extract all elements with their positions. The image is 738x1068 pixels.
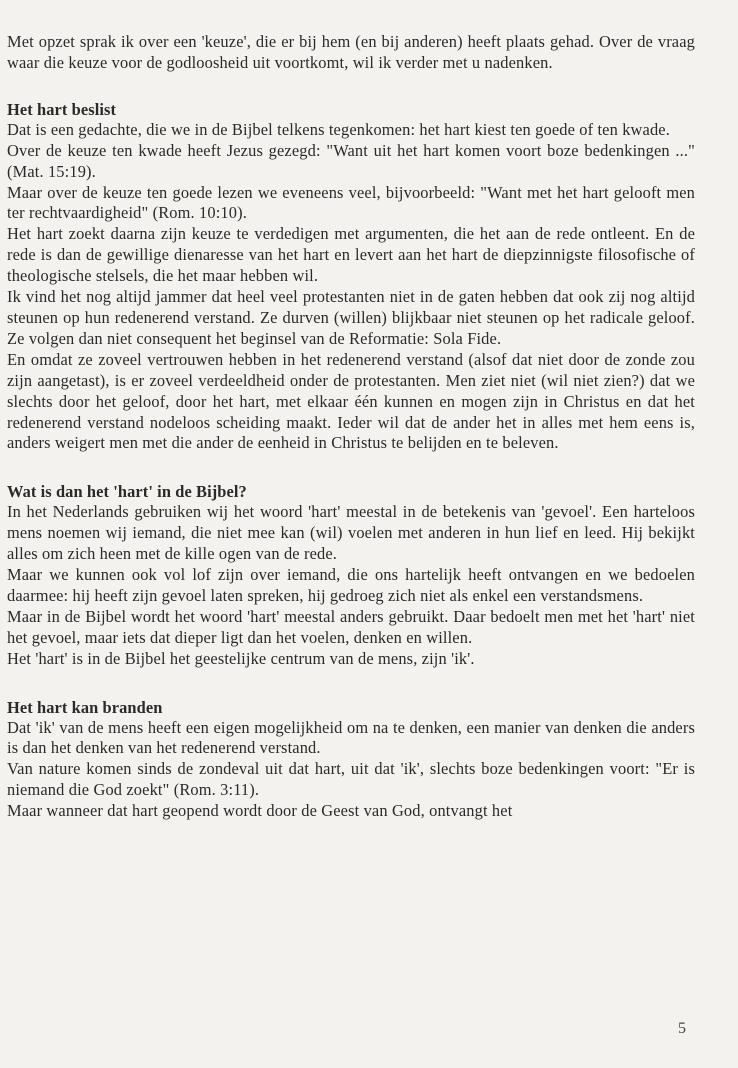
- intro-paragraph: Met opzet sprak ik over een 'keuze', die er bij hem (en bij anderen) heeft plaats gehad. Over de vraag waar die keuze voor de godloosheid uit voortkomt, wil ik verder met u nadenken.: [7, 32, 695, 72]
- paragraph: Het 'hart' is in de Bijbel het geestelijke centrum van de mens, zijn 'ik'.: [7, 648, 475, 668]
- paragraph: Maar over de keuze ten goede lezen we eveneens veel, bijvoorbeeld: "Want met het hart gelooft men ter rechtvaardigheid" (Rom. 10:10).: [7, 182, 695, 223]
- page-number: 5: [678, 1020, 686, 1037]
- paragraph: Dat 'ik' van de mens heeft een eigen mogelijkheid om na te denken, een manier van denken die anders is dan het denken van het redenerend verstand.: [7, 717, 695, 758]
- paragraph: Dat is een gedachte, die we in de Bijbel telkens tegenkomen: het hart kiest ten goede of ten kwade.: [7, 119, 670, 139]
- paragraph: En omdat ze zoveel vertrouwen hebben in het redenerend verstand (alsof dat niet door de zonde zou zijn aangetast), is er zoveel verdeeldheid onder de protestanten. Men ziet niet (wil niet zien?) dat we slechts door het geloof, door het hart, met elkaar één kunnen en mogen zijn in Christus en dat het redenerend verstand nodeloos scheiding maakt. Ieder wil dat de ander het in alles met hem eens is, anders weigert men met die ander de eenheid in Christus te belijden en te beleven.: [7, 349, 695, 453]
- paragraph: In het Nederlands gebruiken wij het woord 'hart' meestal in de betekenis van 'gevoel'. Een harteloos mens noemen wij iemand, die niet mee kan (wil) voelen met anderen in hun lief en leed. Hij bekijkt alles om zich heen met de kille ogen van de rede.: [7, 502, 695, 564]
- section-heading-het-hart-beslist: Het hart beslist: [7, 99, 117, 119]
- paragraph: Over de keuze ten kwade heeft Jezus gezegd: "Want uit het hart komen voort boze bedenkingen ..." (Mat. 15:19).: [7, 140, 695, 181]
- paragraph: Maar wanneer dat hart geopend wordt door de Geest van God, ontvangt het: [7, 801, 513, 821]
- paragraph: Het hart zoekt daarna zijn keuze te verdedigen met argumenten, die het aan de rede ontleent. En de rede is dan de gewillige dienaresse van het hart en levert aan het hart de diepzinnigste filosofische of theologische stelsels, die het maar hebben wil.: [7, 224, 695, 286]
- page-content: [7, 32, 695, 822]
- section-heading-wat-is-dan-het-hart: Wat is dan het 'hart' in de Bijbel?: [7, 482, 247, 502]
- paragraph: Van nature komen sinds de zondeval uit dat hart, uit dat 'ik', slechts boze bedenkingen voort: "Er is niemand die God zoekt" (Rom. 3:11).: [7, 759, 695, 800]
- paragraph: Maar in de Bijbel wordt het woord 'hart' meestal anders gebruikt. Daar bedoelt men met het 'hart' niet het gevoel, maar iets dat dieper ligt dan het voelen, denken en willen.: [7, 606, 695, 647]
- paragraph: Maar we kunnen ook vol lof zijn over iemand, die ons hartelijk heeft ontvangen en we bedoelen daarmee: hij heeft zijn gevoel laten spreken, hij gedroeg zich niet als enkel een verstandsmens.: [7, 565, 695, 605]
- paragraph: Ik vind het nog altijd jammer dat heel veel protestanten niet in de gaten hebben dat ook zij nog altijd steunen op hun redenerend verstand. Ze durven (willen) blijkbaar niet steunen op het radicale geloof. Ze volgen dan niet consequent het beginsel van de Reformatie: Sola Fide.: [7, 287, 695, 348]
- section-heading-het-hart-kan-branden: Het hart kan branden: [7, 697, 163, 717]
